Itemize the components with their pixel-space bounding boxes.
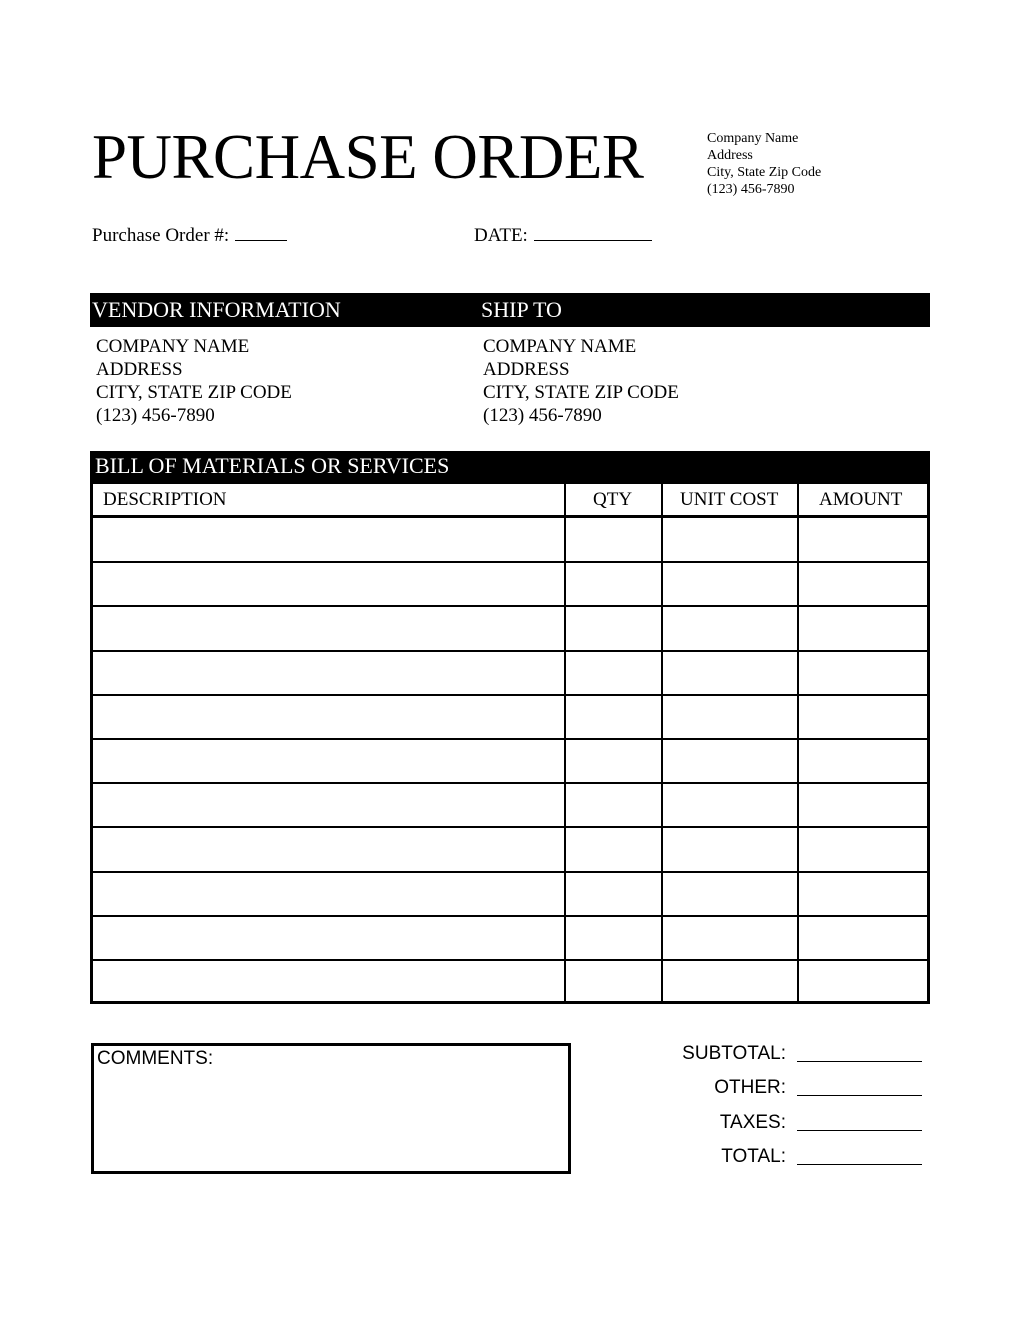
table-row-divider — [93, 694, 927, 696]
table-row-divider — [93, 650, 927, 652]
date-field — [474, 224, 652, 248]
subtotal-row — [0, 1042, 1020, 1066]
date-input[interactable] — [534, 224, 652, 241]
date-label: DATE: — [474, 225, 528, 246]
vendor-city: CITY, STATE ZIP CODE — [96, 382, 292, 403]
table-row-divider — [93, 959, 927, 961]
bill-heading: BILL OF MATERIALS OR SERVICES — [95, 453, 450, 478]
company-info — [707, 130, 821, 198]
comments-label: COMMENTS: — [97, 1048, 214, 1069]
taxes-input[interactable] — [797, 1130, 922, 1131]
column-description: DESCRIPTION — [103, 489, 227, 510]
bill-heading-bar — [90, 451, 930, 483]
table-header-row — [93, 484, 927, 518]
vendor-ship-header-bar — [90, 293, 930, 327]
vendor-street: ADDRESS — [96, 359, 183, 380]
po-number-input[interactable] — [235, 224, 287, 241]
subtotal-label: SUBTOTAL: — [682, 1043, 786, 1064]
table-row-divider — [93, 561, 927, 563]
company-phone: (123) 456-7890 — [707, 182, 795, 197]
taxes-label: TAXES: — [719, 1112, 786, 1133]
column-unit-cost: UNIT COST — [680, 489, 779, 510]
table-row-divider — [93, 826, 927, 828]
total-label: TOTAL: — [721, 1146, 786, 1167]
ship-to-company: COMPANY NAME — [483, 336, 637, 357]
subtotal-input[interactable] — [797, 1061, 922, 1062]
vendor-heading: VENDOR INFORMATION — [92, 297, 341, 322]
table-row-divider — [93, 605, 927, 607]
vendor-address — [96, 335, 292, 427]
taxes-row — [0, 1111, 1020, 1135]
ship-to-heading: SHIP TO — [481, 297, 562, 322]
column-amount: AMOUNT — [819, 489, 903, 510]
other-input[interactable] — [797, 1095, 922, 1096]
ship-to-phone: (123) 456-7890 — [483, 405, 602, 426]
total-row — [0, 1145, 1020, 1169]
table-row-divider — [93, 738, 927, 740]
ship-to-city: CITY, STATE ZIP CODE — [483, 382, 679, 403]
bill-table — [90, 481, 930, 1004]
total-input[interactable] — [797, 1164, 922, 1165]
table-row-divider — [93, 782, 927, 784]
ship-to-street: ADDRESS — [483, 359, 570, 380]
table-row-divider — [93, 915, 927, 917]
page-title: PURCHASE ORDER — [92, 122, 644, 192]
po-number-field — [92, 224, 287, 248]
company-name: Company Name — [707, 131, 799, 146]
po-number-label: Purchase Order #: — [92, 225, 230, 246]
company-city: City, State Zip Code — [707, 165, 822, 180]
ship-to-address — [483, 335, 679, 427]
table-row-divider — [93, 871, 927, 873]
company-address: Address — [707, 148, 753, 163]
other-row — [0, 1076, 1020, 1100]
vendor-company: COMPANY NAME — [96, 336, 250, 357]
column-qty: QTY — [593, 489, 633, 510]
other-label: OTHER: — [714, 1077, 786, 1098]
vendor-phone: (123) 456-7890 — [96, 405, 215, 426]
